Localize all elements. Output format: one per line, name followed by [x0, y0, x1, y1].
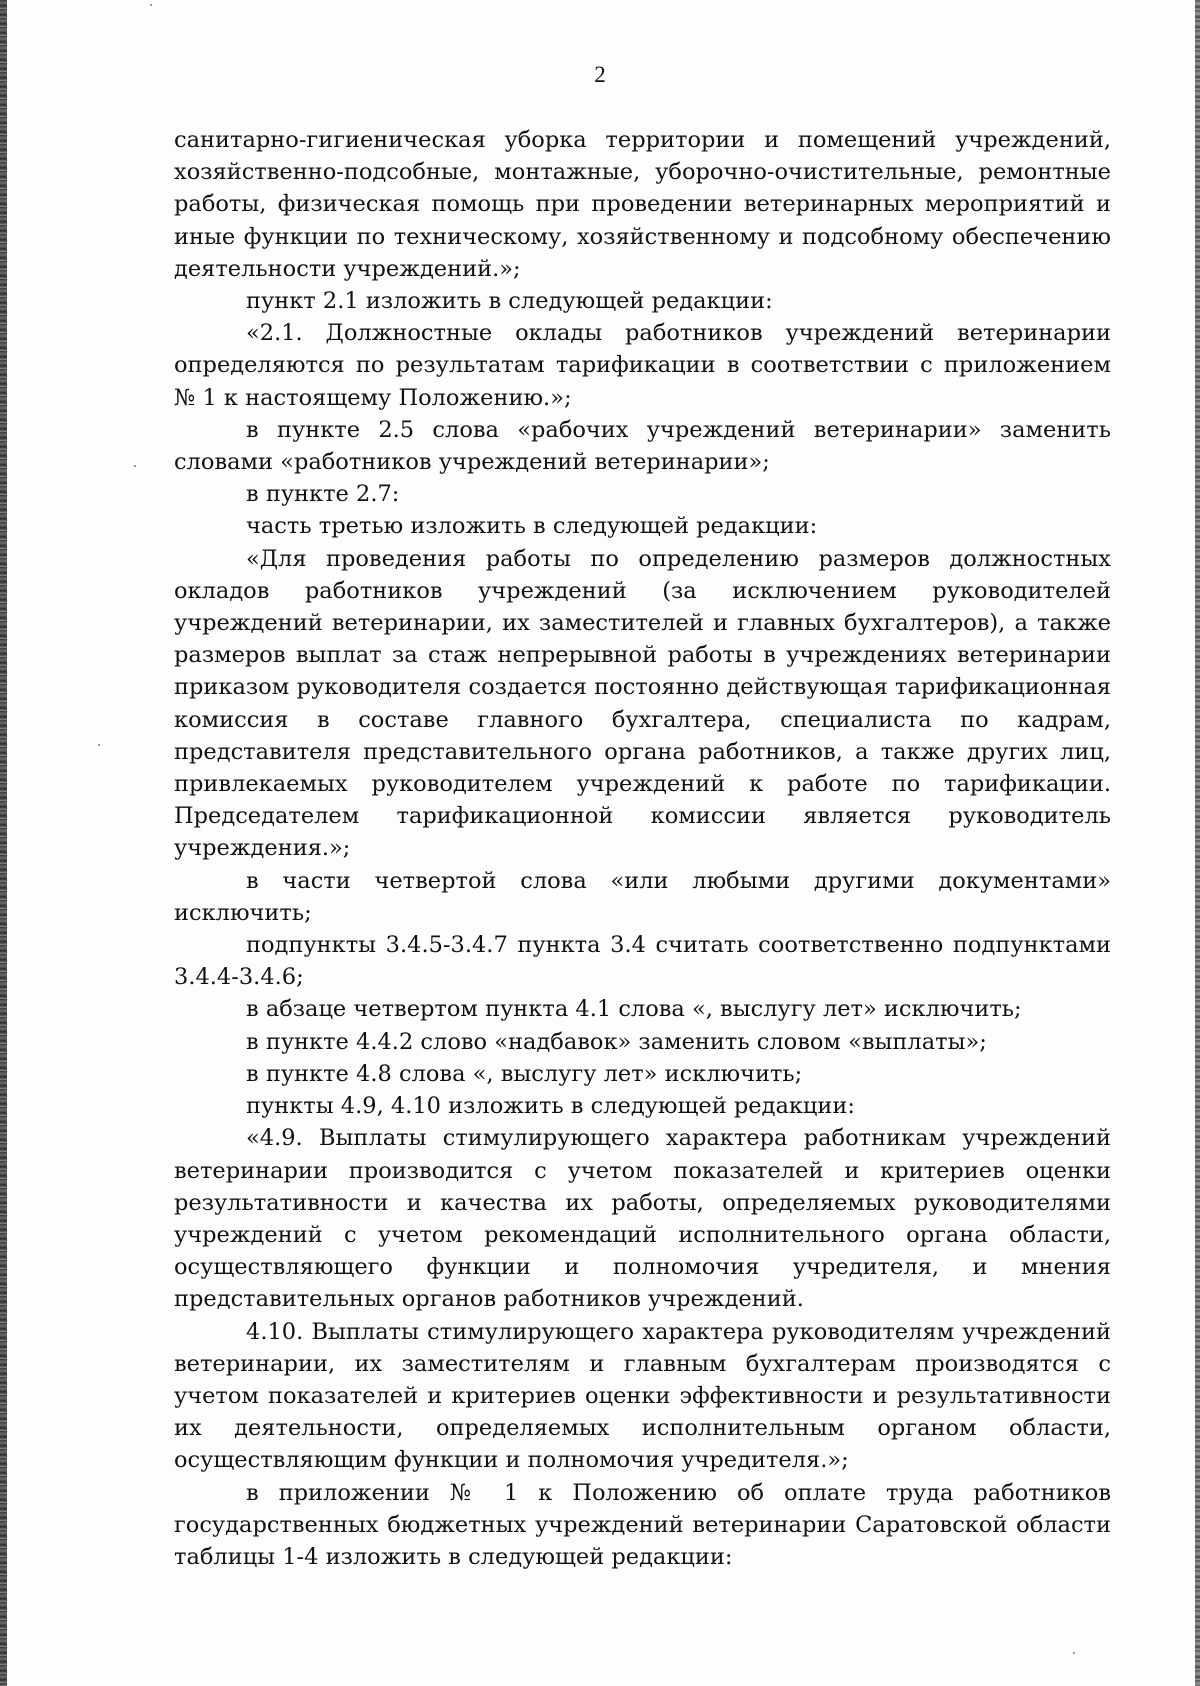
paragraph: в пункте 4.8 слова «, выслугу лет» исключить;	[246, 1060, 803, 1087]
paragraph: в приложении № 1 к Положению об оплате труда работников государственных бюджетных учреждений ветеринарии Саратовской области таблицы 1-4 изложить в следующей редакции:	[174, 1479, 1111, 1570]
scan-speck	[98, 744, 100, 746]
scan-speck	[134, 465, 136, 467]
paragraph: «4.9. Выплаты стимулирующего характера работникам учреждений ветеринарии производится с учетом показателей и критериев оценки результативности и качества их работы, определяемых руководителями учреждений с учетом рекомендаций исполнительного органа области, осуществляющего функции и полномочия учредителя, и мнения представительных органов работников учреждений.	[174, 1125, 1111, 1313]
paragraph: в абзаце четвертом пункта 4.1 слова «, выслугу лет» исключить;	[246, 996, 1022, 1023]
scan-edge-right	[1195, 0, 1200, 1686]
paragraph: в пункте 2.5 слова «рабочих учреждений ветеринарии» заменить словами «работников учреждений ветеринарии»;	[174, 416, 1111, 476]
scan-edge-left	[0, 0, 7, 1686]
paragraph: в части четвертой слова «или любыми другими документами» исключить;	[174, 867, 1111, 926]
scan-speck	[1073, 1652, 1075, 1654]
page-number: 2	[594, 62, 606, 87]
paragraph: в пункте 4.4.2 слово «надбавок» заменить словом «выплаты»;	[246, 1028, 987, 1055]
paragraph: подпункты 3.4.5-3.4.7 пункта 3.4 считать соответственно подпунктами 3.4.4-3.4.6;	[174, 932, 1111, 991]
paragraph: пункт 2.1 изложить в следующей редакции:	[246, 288, 773, 315]
paragraph: «2.1. Должностные оклады работников учреждений ветеринарии определяются по результатам тарификации в соответствии с приложением № 1 к настоящему Положению.»;	[174, 320, 1111, 411]
paragraph: в пункте 2.7:	[246, 481, 400, 508]
scan-speck	[150, 4, 152, 6]
paragraph: часть третью изложить в следующей редакции:	[246, 513, 818, 540]
paragraph: «Для проведения работы по определению размеров должностных окладов работников учреждений (за исключением руководителей учреждений ветеринарии, их заместителей и главных бухгалтеров), а также размеров выплат за стаж непрерывной работы в учреждениях ветеринарии приказом руководителя создается постоянно действующая тарификационная комиссия в составе главного бухгалтера, специалиста по кадрам, представителя представительного органа работников, а также других лиц, привлекаемых руководителем учреждений к работе по тарификации. Председателем тарификационной комиссии является руководитель учреждения.»;	[174, 545, 1111, 862]
document-body	[174, 124, 1111, 1573]
paragraph: 4.10. Выплаты стимулирующего характера руководителям учреждений ветеринарии, их заместителям и главным бухгалтерам производятся с учетом показателей и критериев оценки эффективности и результативности их деятельности, определяемых исполнительным органом области, осуществляющим функции и полномочия учредителя.»;	[174, 1318, 1111, 1474]
paragraph: санитарно-гигиеническая уборка территории и помещений учреждений, хозяйственно-подсобные, монтажные, уборочно-очистительные, ремонтные работы, физическая помощь при проведении ветеринарных мероприятий и иные функции по техническому, хозяйственному и подсобному обеспечению деятельности учреждений.»;	[174, 127, 1111, 282]
paragraph: пункты 4.9, 4.10 изложить в следующей редакции:	[246, 1093, 855, 1120]
